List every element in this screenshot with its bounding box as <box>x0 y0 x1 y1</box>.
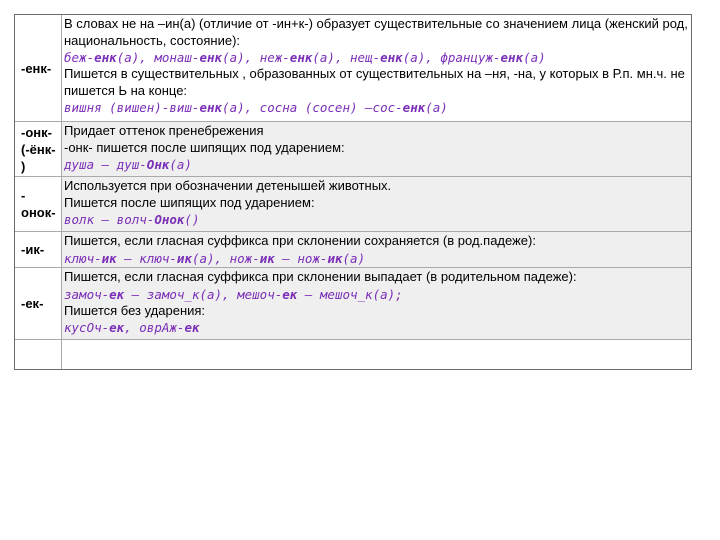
suffix-label: - онок- <box>15 177 62 231</box>
example-line <box>64 211 691 228</box>
suffix-highlight: енк <box>402 100 426 115</box>
example-text: (а) <box>169 157 192 172</box>
example-text: (а) <box>425 100 448 115</box>
rule-cell <box>62 177 691 231</box>
example-text: (а), сосна (сосен) –сос- <box>222 100 403 115</box>
rule-text: Пишется, если гласная суффикса при склонении сохраняется (в род.падеже): <box>64 233 536 248</box>
rule-cell <box>62 268 691 339</box>
rule-cell <box>62 232 691 267</box>
table-row <box>15 15 691 122</box>
empty-label-cell <box>15 340 62 370</box>
suffix-highlight: енк <box>94 50 117 65</box>
rule-text: Используется при обозначении детенышей животных. <box>64 178 392 193</box>
table-row <box>15 177 691 232</box>
example-text: (а), нещ- <box>312 50 381 65</box>
example-line <box>64 156 691 173</box>
example-text: (а), монаш- <box>116 50 200 65</box>
rule-text: Пишется, если гласная суффикса при склонении выпадает (в родительном падеже): <box>64 269 577 284</box>
example-text: – замоч_к(а), мешоч- <box>124 286 283 302</box>
suffix-highlight: Онк <box>146 157 170 172</box>
example-text: волк – волч- <box>64 212 155 227</box>
example-text: (а) <box>523 50 546 65</box>
rule-text: Придает оттенок пренебрежения <box>64 123 264 138</box>
suffix-highlight: ик <box>176 250 192 266</box>
rule-text: В словах не на –ин(а) (отличие от -ин+к-) образует существительные со значением лица (женский род, <box>64 16 688 31</box>
example-text: беж- <box>64 50 95 65</box>
example-text: – нож- <box>274 250 328 266</box>
suffix-highlight: енк <box>199 100 223 115</box>
suffix-highlight: енк <box>289 50 313 65</box>
suffix-label: -ек- <box>15 268 62 339</box>
suffix-highlight: ек <box>109 286 125 302</box>
suffix-highlight: ик <box>101 250 117 266</box>
rule-text: -онк- пишется после шипящих под ударением: <box>64 139 345 155</box>
example-text: () <box>184 212 200 227</box>
suffix-highlight: ик <box>327 250 343 266</box>
example-line <box>64 99 691 116</box>
example-text: душа – душ- <box>64 157 147 172</box>
suffix-highlight: ек <box>184 320 200 335</box>
example-text: – мешоч_к(а); <box>297 286 403 302</box>
suffix-label: -онк- (-ёнк- ) <box>15 122 62 176</box>
table-row <box>15 232 691 268</box>
example-line <box>64 286 691 303</box>
rule-text: Пишется после шипящих под ударением: <box>64 194 315 210</box>
suffix-label: -ик- <box>15 232 62 267</box>
suffix-highlight: енк <box>380 50 403 65</box>
suffix-highlight: ик <box>259 250 275 266</box>
example-text: (а) <box>342 250 366 266</box>
example-line <box>64 49 691 66</box>
suffix-table <box>15 15 691 370</box>
example-line <box>64 250 691 267</box>
example-text: замоч- <box>64 286 110 302</box>
suffix-highlight: Онок <box>154 212 185 227</box>
example-text: вишня (вишен)-виш- <box>64 100 200 115</box>
suffix-table-frame <box>14 14 692 370</box>
table-row <box>15 122 691 177</box>
example-text: ключ- <box>64 250 102 266</box>
example-text: (а), нож- <box>191 250 260 266</box>
example-text: – ключ- <box>116 250 177 266</box>
table-row <box>15 268 691 340</box>
example-text: , оврАж- <box>124 320 185 335</box>
rule-cell <box>62 122 691 176</box>
empty-row <box>15 340 691 370</box>
suffix-highlight: ек <box>109 320 125 335</box>
suffix-label: -енк- <box>15 15 62 121</box>
empty-body-cell <box>62 340 691 370</box>
example-text: (а), неж- <box>222 50 290 65</box>
rule-text: Пишется в существительных , образованных от существительных на –ня, -на, у которых в Р.п. мн.ч. не <box>64 66 685 81</box>
example-line <box>64 319 691 336</box>
suffix-highlight: енк <box>500 50 524 65</box>
rule-cell <box>62 15 691 121</box>
suffix-highlight: ек <box>282 286 298 302</box>
example-text: (а), француж- <box>402 50 501 65</box>
rule-text: пишется Ь на конце: <box>64 82 188 98</box>
example-text: кусОч- <box>64 320 110 335</box>
suffix-highlight: енк <box>199 50 223 65</box>
rule-text: Пишется без ударения: <box>64 302 206 318</box>
rule-text: национальность, состояние): <box>64 32 241 48</box>
